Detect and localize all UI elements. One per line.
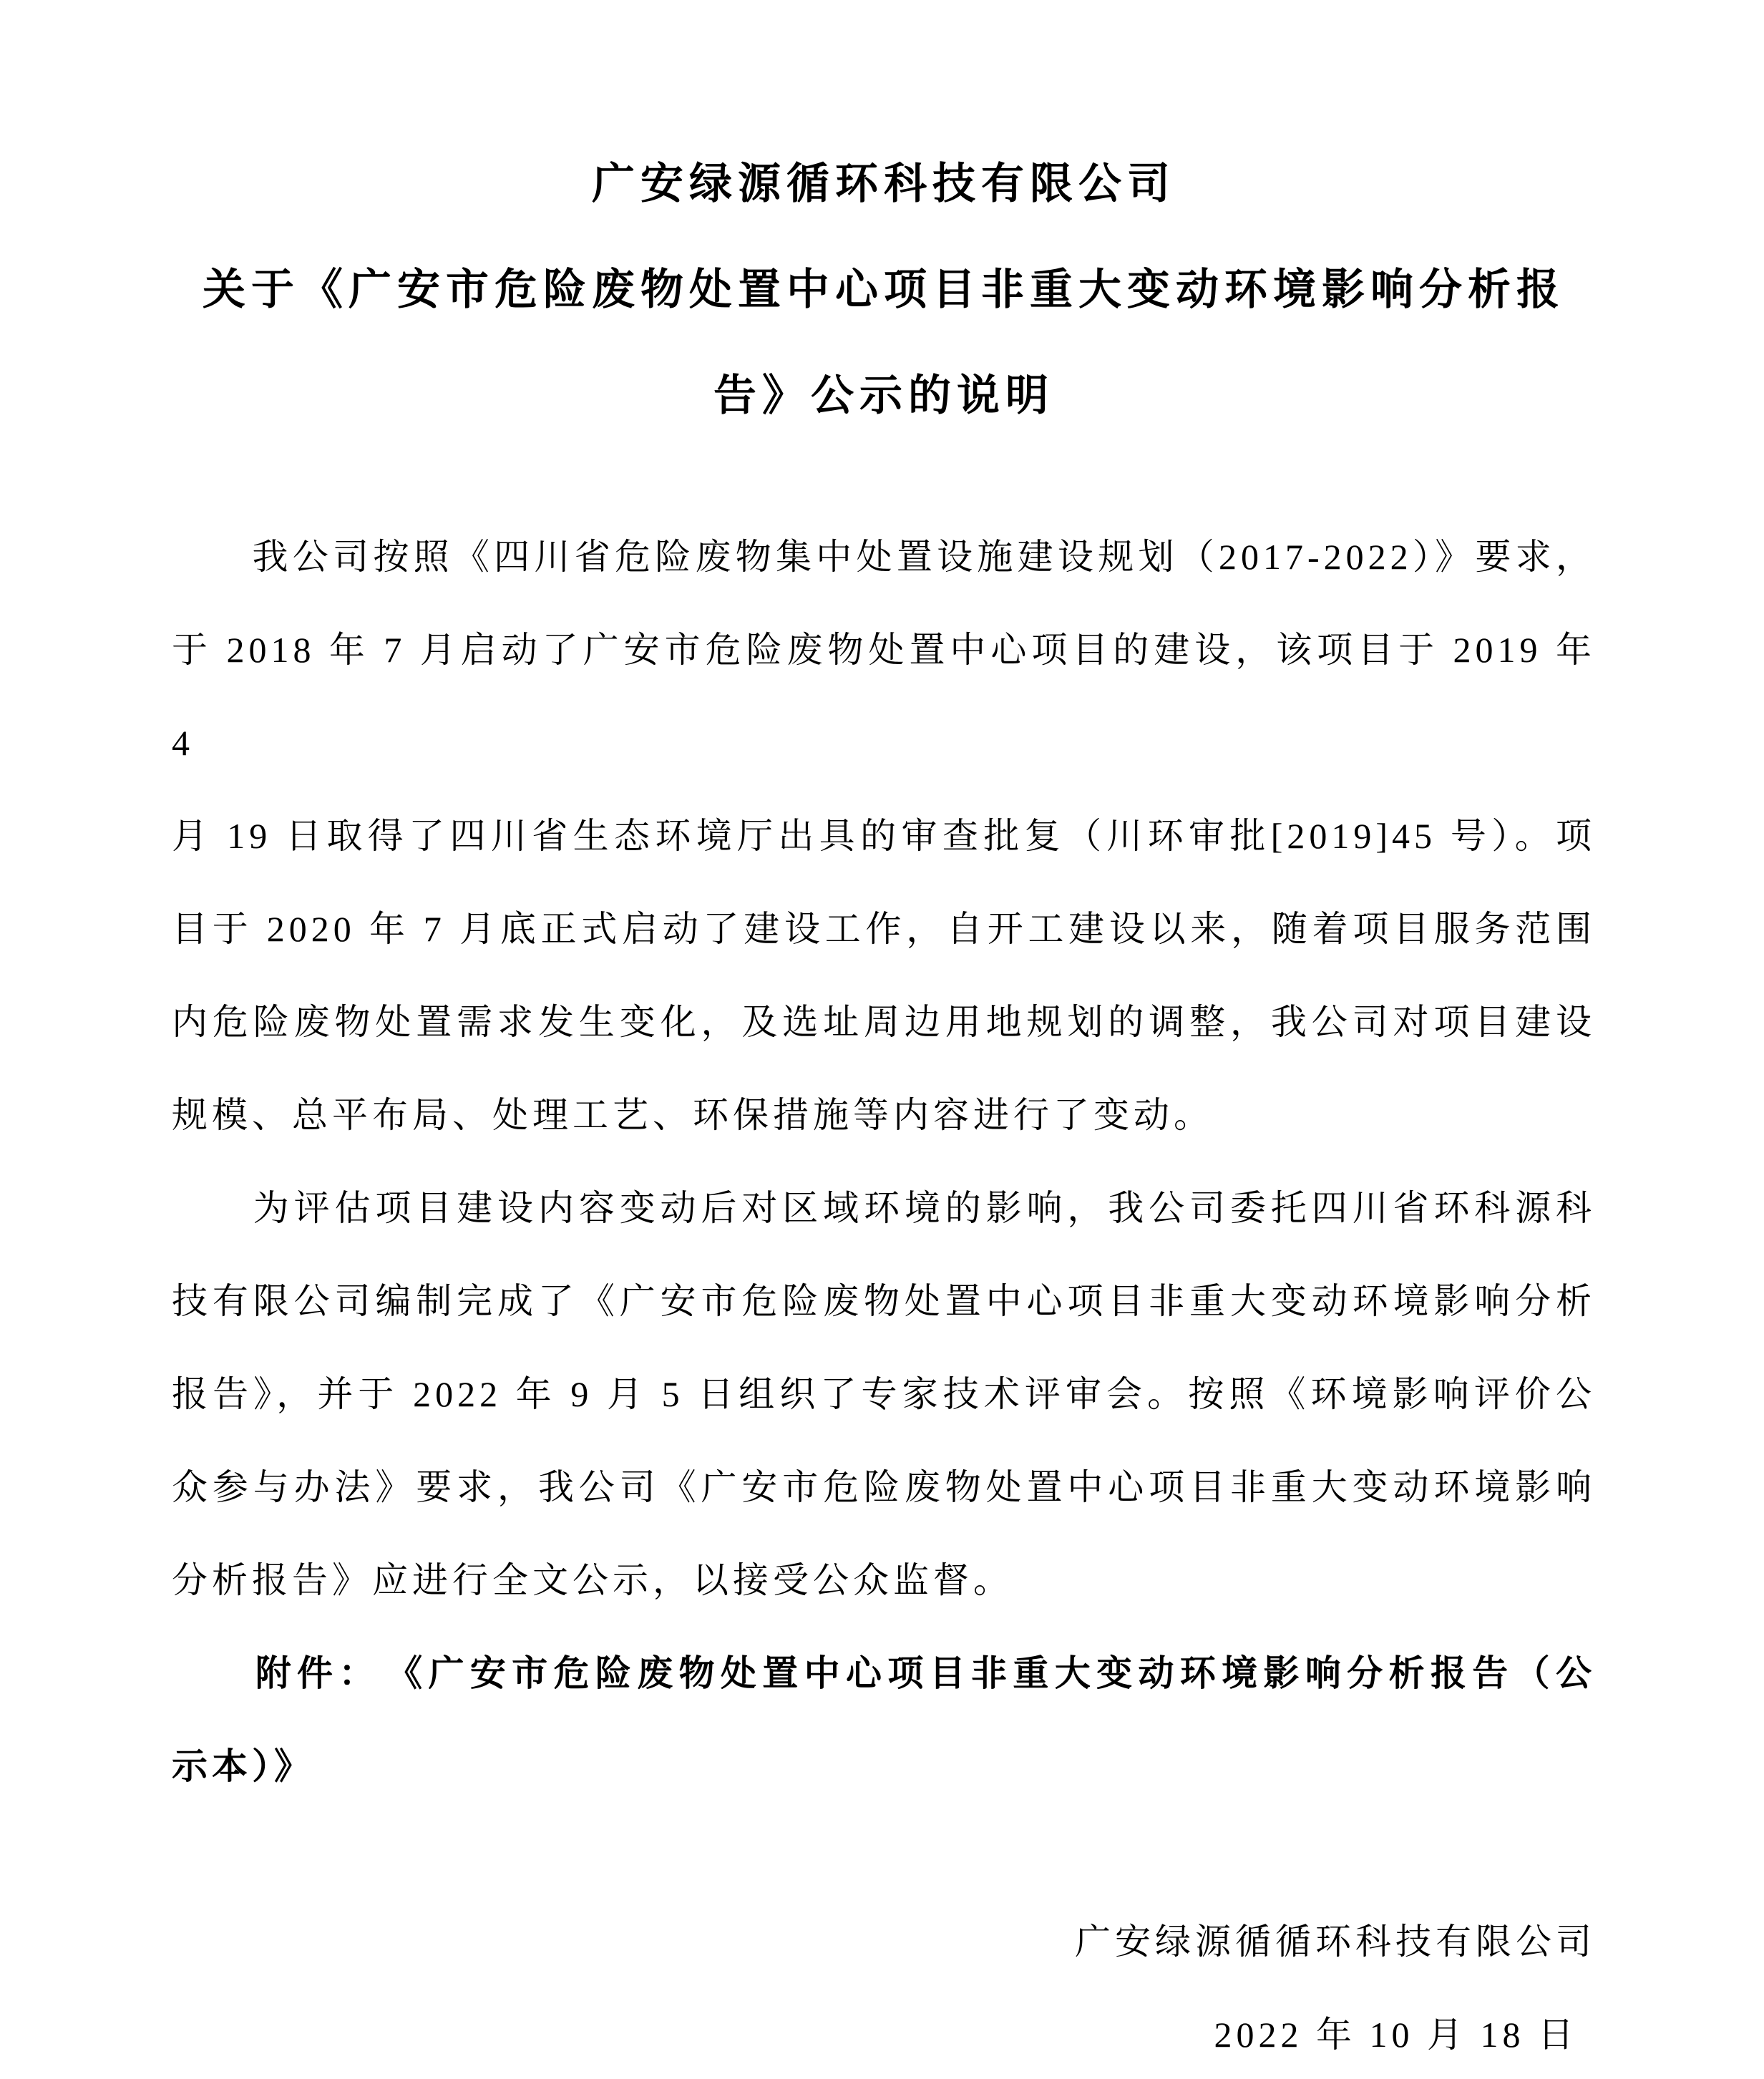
- body-line: 报告》，并于 2022 年 9 月 5 日组织了专家技术评审会。按照《环境影响评价公: [172, 1374, 1596, 1414]
- page-subtitle-line-2: 告》公示的说明: [713, 372, 1054, 419]
- attachment-line: 示本）》: [172, 1746, 314, 1786]
- body-line: 于 2018 年 7 月启动了广安市危险废物处置中心项目的建设，该项目于 2019 年 4: [172, 630, 1596, 763]
- attachment-paragraph: [172, 1627, 1596, 1813]
- document-header: [172, 131, 1596, 449]
- signature-date: 2022 年 10 月 18 日: [1214, 2015, 1578, 2055]
- signature-company: 广安绿源循循环科技有限公司: [1075, 1922, 1596, 1962]
- body-line: 目于 2020 年 7 月底正式启动了建设工作，自开工建设以来，随着项目服务范围: [172, 909, 1596, 949]
- body-line: 规模、总平布局、处理工艺、环保措施等内容进行了变动。: [172, 1095, 1214, 1135]
- body-line: 众参与办法》要求，我公司《广安市危险废物处置中心项目非重大变动环境影响: [172, 1467, 1596, 1507]
- page-title: 广安绿源循环科技有限公司: [592, 160, 1176, 208]
- body-line: 内危险废物处置需求发生变化，及选址周边用地规划的调整，我公司对项目建设: [172, 1002, 1596, 1042]
- attachment-line: 附件： 《广安市危险废物处置中心项目非重大变动环境影响分析报告（公: [172, 1653, 1596, 1693]
- paragraph-1: [172, 510, 1596, 1162]
- body-line: 为评估项目建设内容变动后对区域环境的影响，我公司委托四川省环科源科: [172, 1188, 1596, 1228]
- signature-block: [172, 1895, 1596, 2079]
- body-line: 我公司按照《四川省危险废物集中处置设施建设规划（2017-2022）》要求，: [172, 537, 1596, 577]
- body-line: 技有限公司编制完成了《广安市危险废物处置中心项目非重大变动环境影响分析: [172, 1281, 1596, 1321]
- paragraph-2: [172, 1162, 1596, 1627]
- body-line: 月 19 日取得了四川省生态环境厅出具的审查批复（川环审批[2019]45 号）。项: [172, 816, 1596, 856]
- document-body: [172, 510, 1596, 1813]
- page-subtitle-line-1: 关于《广安市危险废物处置中心项目非重大变动环境影响分析报: [203, 266, 1565, 313]
- body-line: 分析报告》应进行全文公示，以接受公众监督。: [172, 1560, 1013, 1600]
